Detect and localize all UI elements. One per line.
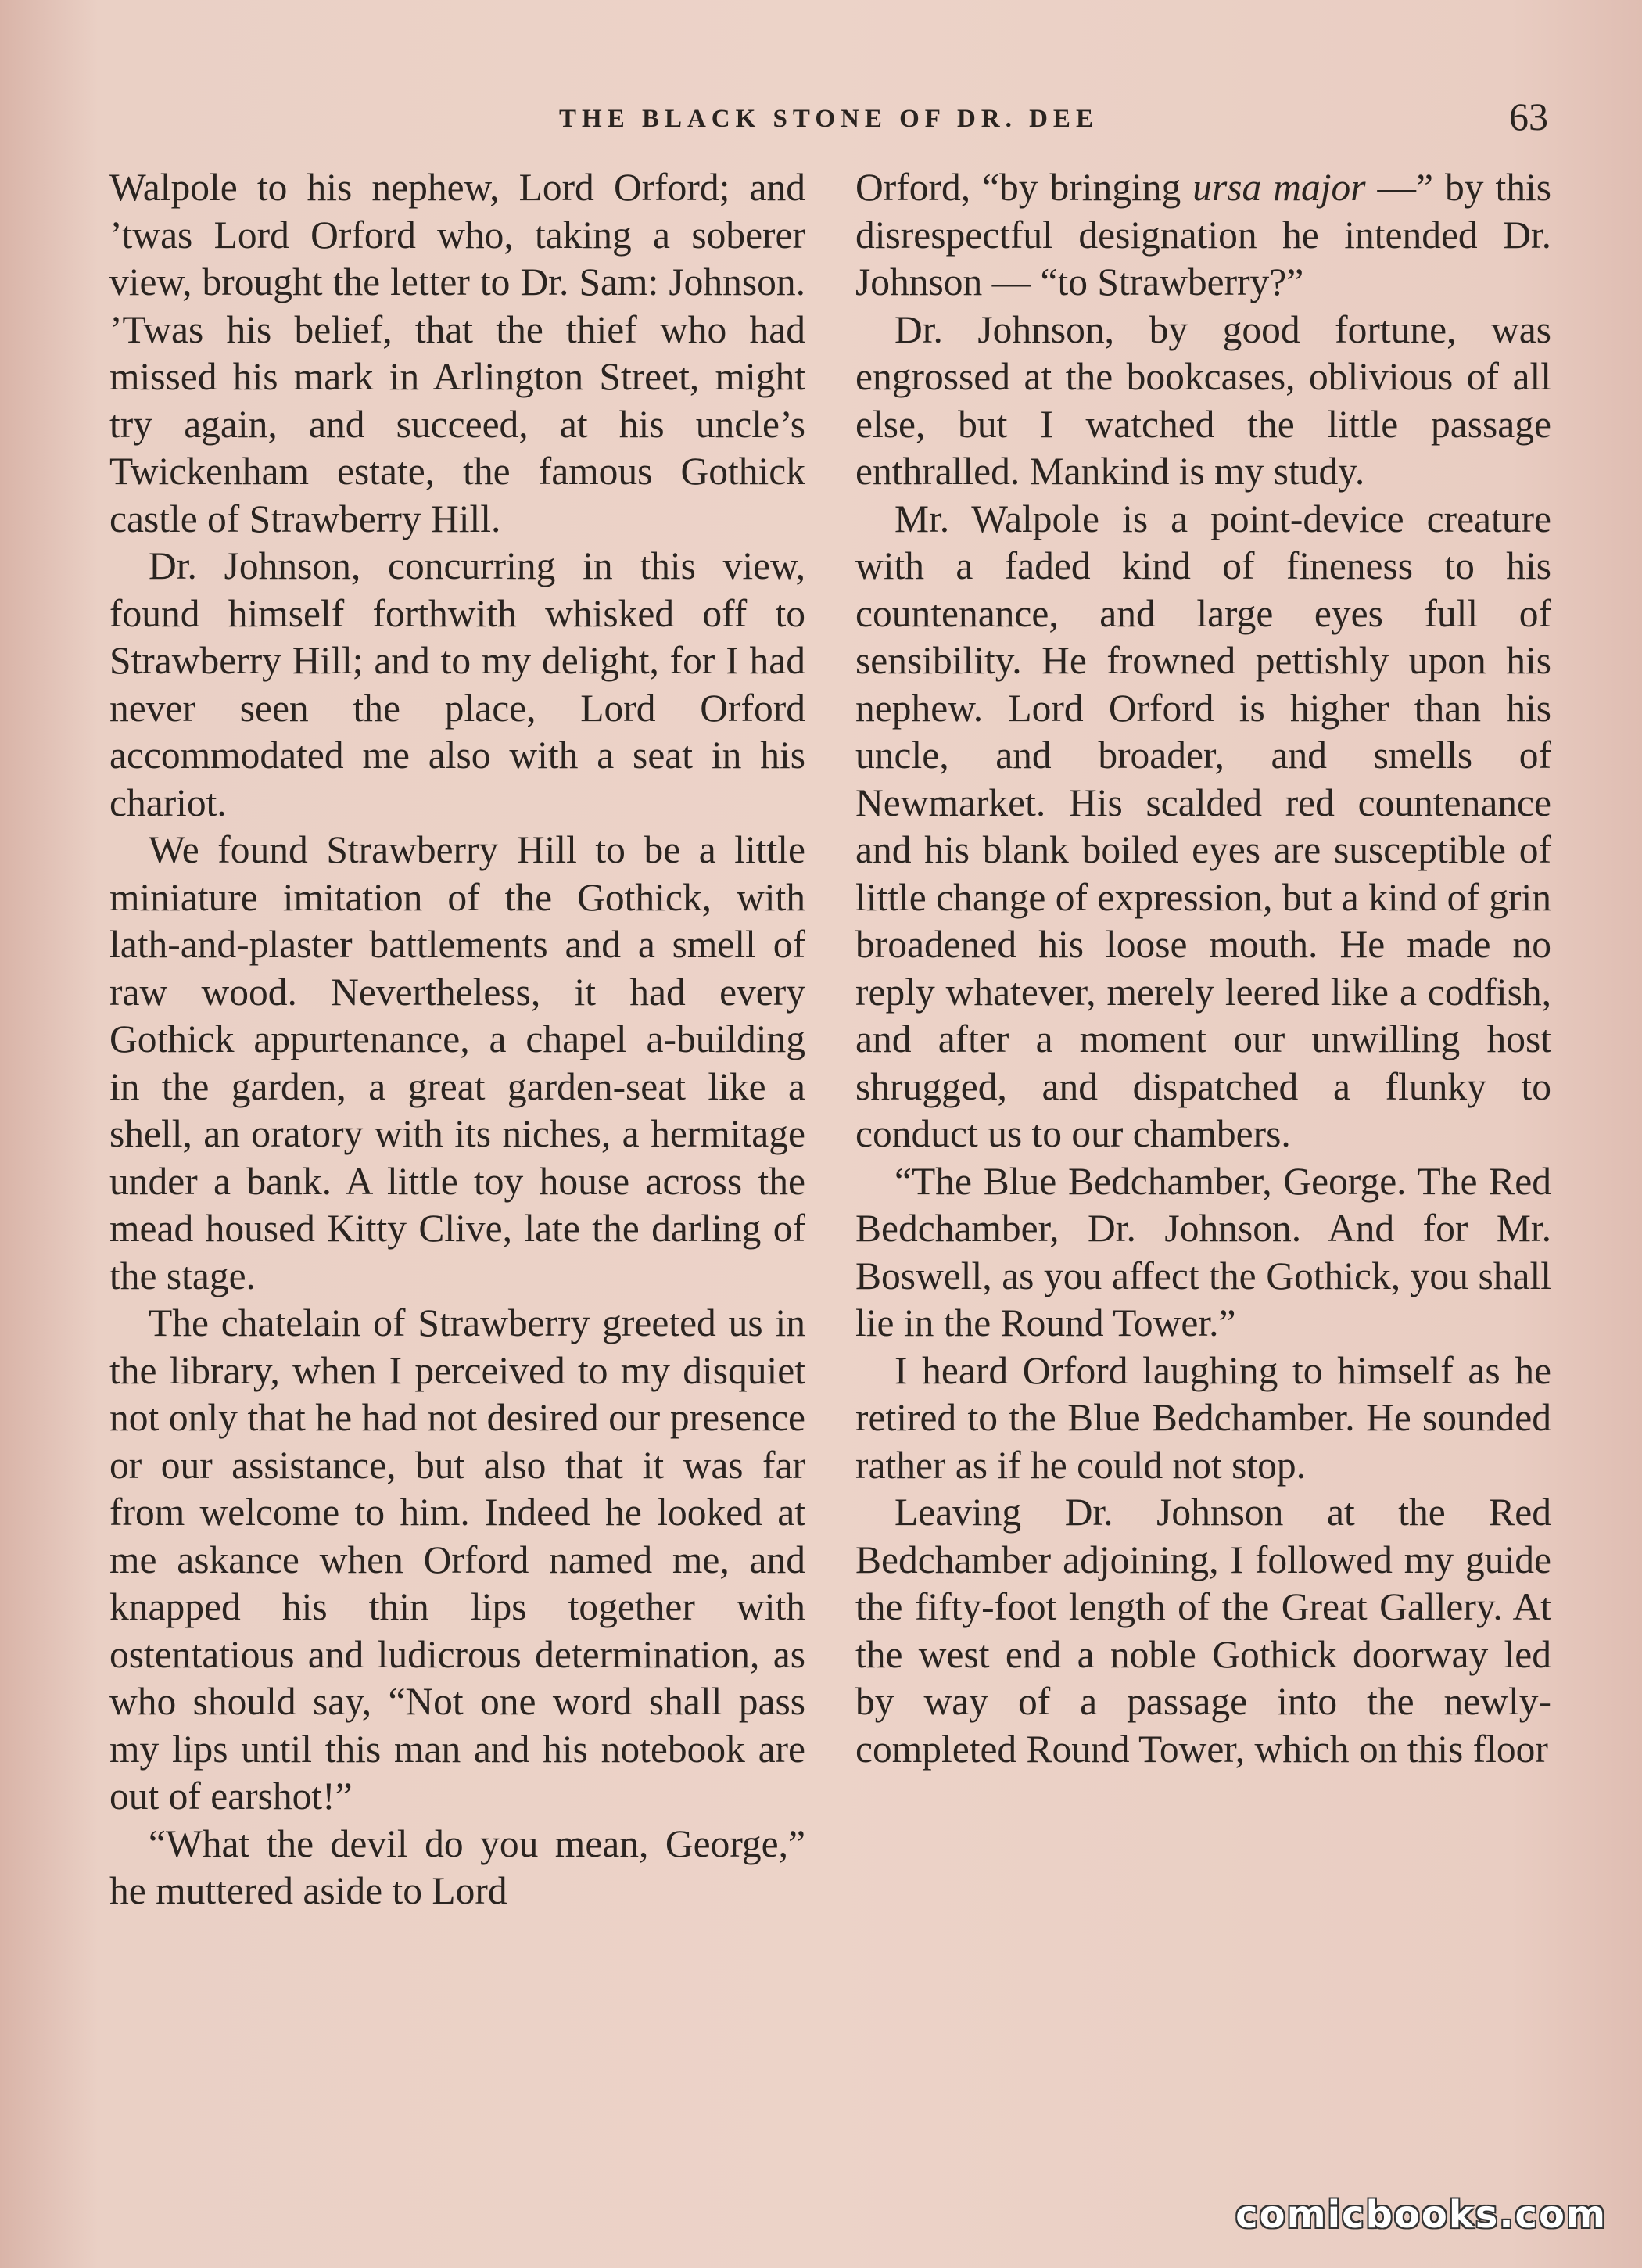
paragraph: We found Strawberry Hill to be a little miniature imitation of the Gothick, with lath-and-plaster battlements and a smell of raw wood. Nevertheless, it had every Gothick appurtenance, a chapel a-building in the garden, a great garden-seat like a shell, an oratory with its niches, a hermitage under a bank. A little toy house across the mead housed Kitty Clive, late the darling of the stage. <box>109 828 805 1297</box>
running-head: THE BLACK STONE OF DR. DEE <box>559 105 1099 133</box>
text-span: —” by this disrespectful designation he intended Dr. Johnson — “to Strawberry?” <box>855 166 1551 303</box>
paragraph: “What the devil do you mean, George,” he muttered aside to Lord <box>109 1821 805 1912</box>
paragraph <box>855 164 1551 307</box>
paragraph: “The Blue Bedchamber, George. The Red Bedchamber, Dr. Johnson. And for Mr. Boswell, as you affect the Gothick, you shall lie in the Round Tower.” <box>855 1159 1551 1344</box>
paragraph: Mr. Walpole is a point-device creature with a faded kind of fineness to his countenance, and large eyes full of sensibility. He frowned pettishly upon his nephew. Lord Orford is higher than his uncle, and broader, and smells of Newmarket. His scalded red countenance and his blank boiled eyes are susceptible of little change of expression, but a kind of grin broadened his loose mouth. He made no reply whatever, merely leered like a codfish, and after a moment our unwilling host shrugged, and dispatched a flunky to conduct us to our chambers. <box>855 497 1551 1155</box>
left-column <box>109 164 805 1915</box>
page-header <box>109 94 1548 149</box>
paragraph: The chatelain of Strawberry greeted us in the library, when I perceived to my disquiet not only that he had not desired our presence or our assistance, but also that it was far from welcome to him. Indeed he looked at me askance when Orford named me, and knapped his thin lips together with ostentatious and ludicrous determination, as who should say, “Not one word shall pass my lips until this man and his notebook are out of earshot!” <box>109 1301 805 1818</box>
paragraph: Dr. Johnson, concurring in this view, found himself forthwith whisked off to Strawberry Hill; and to my delight, for I had never seen the place, Lord Orford accommodated me also with a seat in his chariot. <box>109 544 805 824</box>
italic-phrase: ursa major <box>1192 166 1366 209</box>
text-span: Orford, “by bringing <box>855 166 1193 209</box>
page-number: 63 <box>1509 95 1548 138</box>
right-column <box>855 164 1551 1773</box>
paragraph: Leaving Dr. Johnson at the Red Bedchamber adjoining, I followed my guide the fifty-foot length of the Great Gallery. At the west end a noble Gothick doorway led by way of a passage into the newly-completed Round Tower, which on this floor <box>855 1491 1551 1771</box>
paragraph: I heard Orford laughing to himself as he retired to the Blue Bedchamber. He sounded rather as if he could not stop. <box>855 1348 1551 1487</box>
paragraph: Walpole to his nephew, Lord Orford; and ’twas Lord Orford who, taking a soberer view, brought the letter to Dr. Sam: Johnson. ’Twas his belief, that the thief who had missed his mark in Arlington Street, might try again, and succeed, at his uncle’s Twickenham estate, the famous Gothick castle of Strawberry Hill. <box>109 166 805 540</box>
watermark: comicbooks.com <box>1235 2193 1607 2237</box>
paragraph: Dr. Johnson, by good fortune, was engrossed at the bookcases, oblivious of all else, but I watched the little passage enthralled. Mankind is my study. <box>855 307 1551 493</box>
